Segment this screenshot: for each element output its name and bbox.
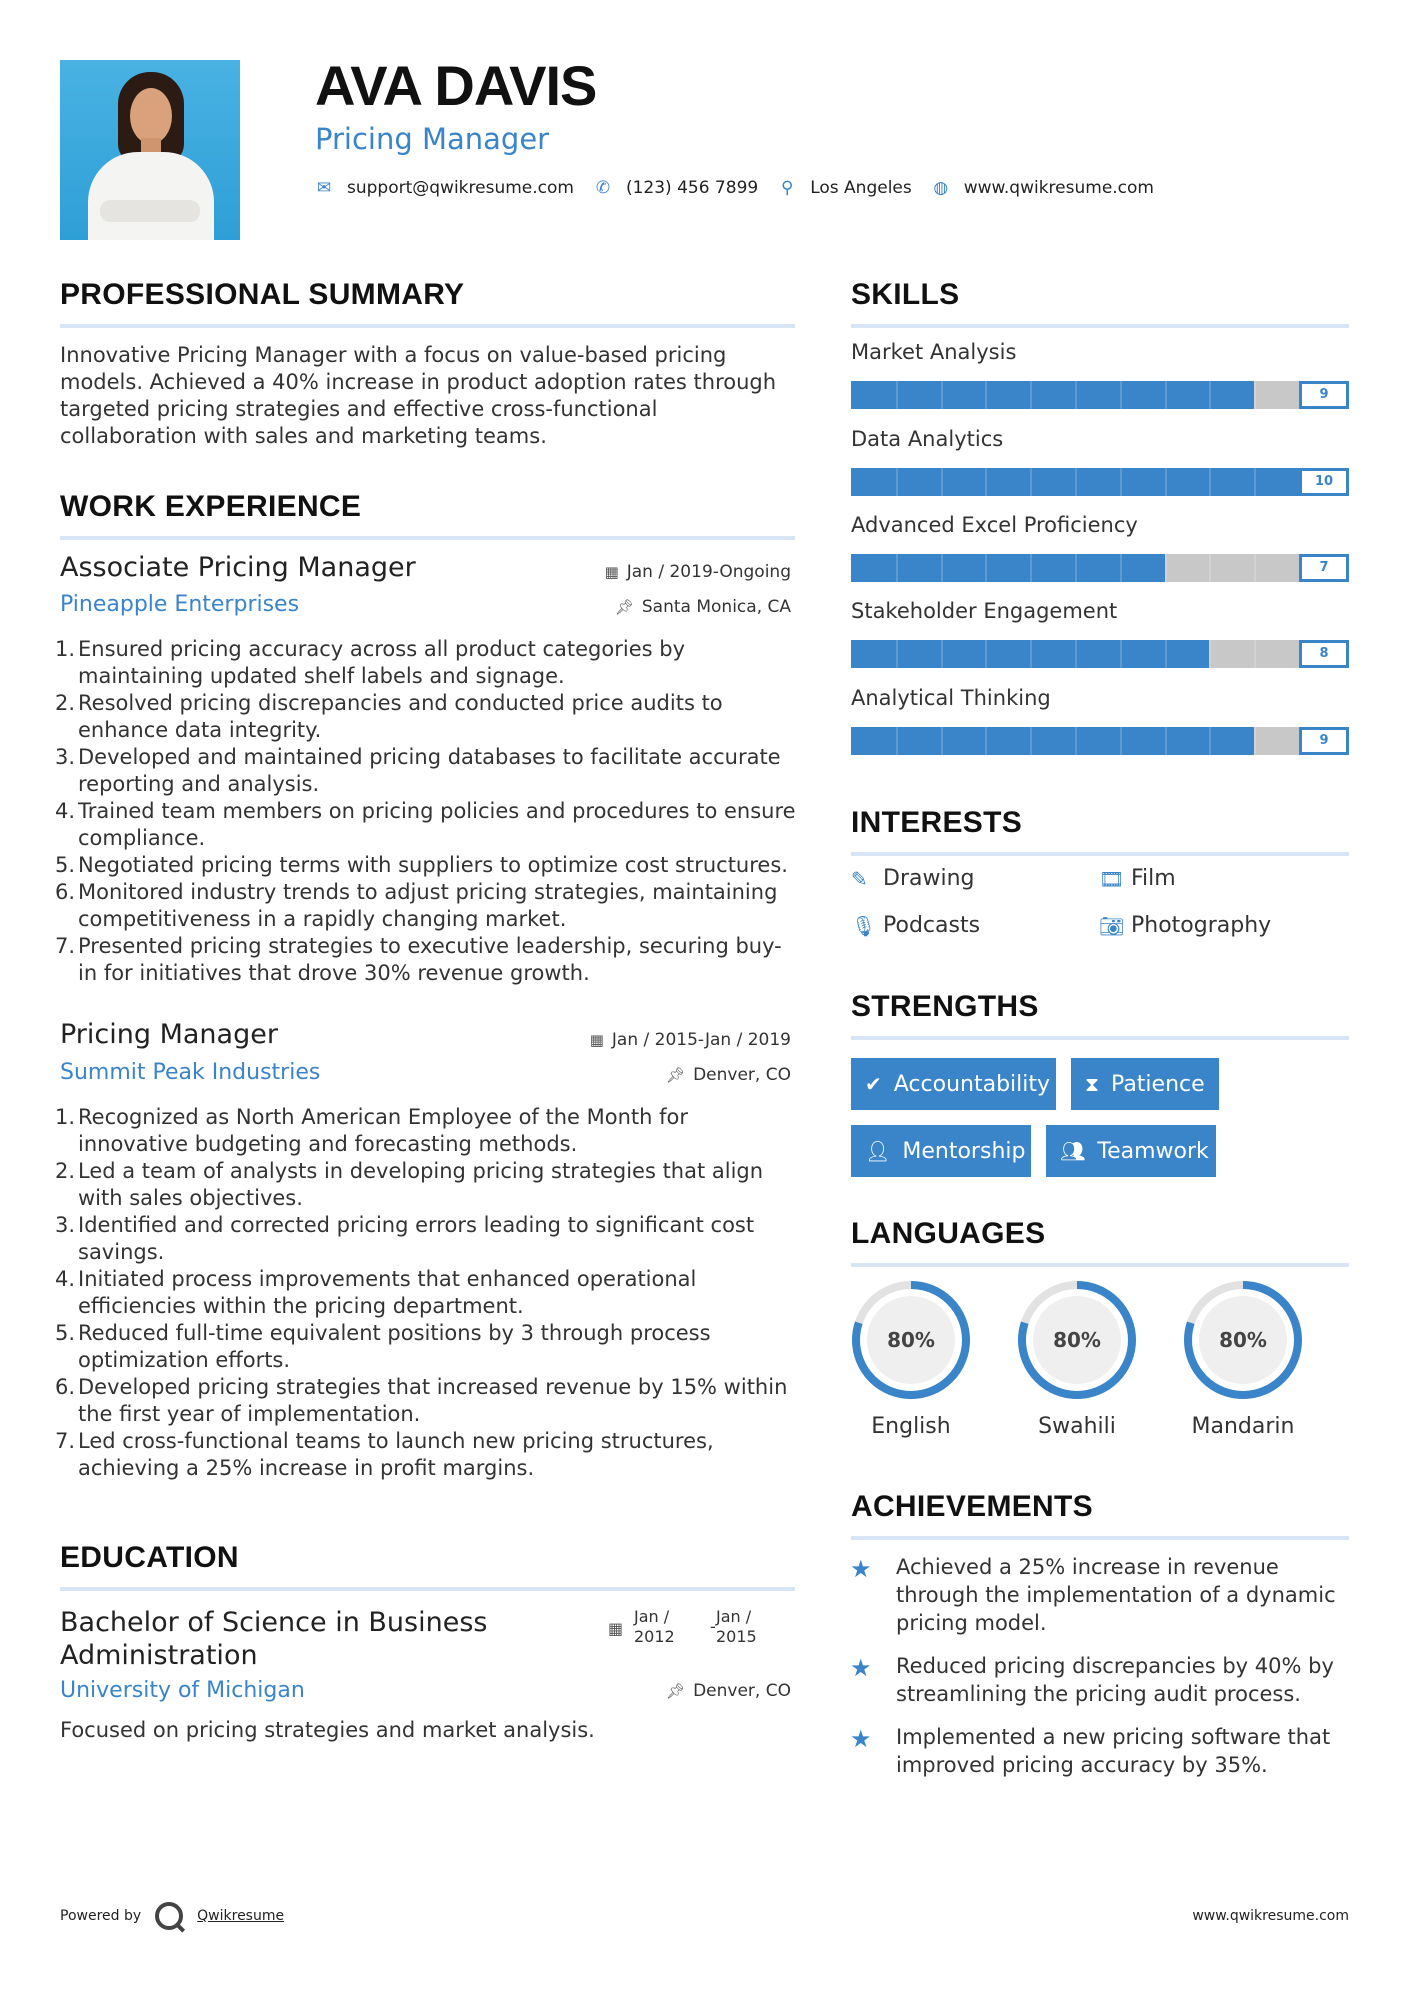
film-icon: 🎞︎	[1099, 866, 1125, 891]
job-dates-text: Jan / 2015-Jan / 2019	[611, 1030, 791, 1050]
strength-patience	[1071, 1058, 1219, 1110]
hourglass-icon: ⧗	[1085, 1072, 1100, 1096]
phone-icon: ✆	[595, 178, 611, 198]
globe-icon: ◍	[933, 178, 949, 198]
strength-label: Patience	[1111, 1071, 1205, 1097]
job-bullet: 6. Developed pricing strategies that increased revenue by 15% within the first year of implementation.	[55, 1375, 788, 1426]
language-name: Swahili	[1038, 1414, 1116, 1439]
achievements-heading: ACHIEVEMENTS	[851, 1490, 1093, 1523]
education-section	[60, 1543, 795, 1591]
contact-location	[778, 178, 912, 198]
candidate-name: AVA DAVIS	[315, 54, 597, 117]
star-icon: ★	[850, 1654, 872, 1682]
job-dates	[605, 562, 791, 582]
achievements-section	[851, 1492, 1349, 1540]
skill-fill	[851, 381, 1254, 409]
interest-label: Film	[1131, 866, 1176, 891]
brand-link[interactable]: Qwikresume	[197, 1908, 285, 1924]
languages-heading: LANGUAGES	[851, 1217, 1046, 1250]
job-bullet-list	[55, 636, 800, 987]
skill-value: 7	[1299, 554, 1349, 582]
achievement-item	[850, 1652, 1350, 1708]
section-divider	[851, 852, 1349, 856]
envelope-icon: ✉	[316, 178, 332, 198]
achievement-text: Implemented a new pricing software that improved pricing accuracy by 35%.	[896, 1725, 1331, 1777]
job-bullet: 6. Monitored industry trends to adjust pricing strategies, maintaining competitiveness in a rapidly changing market.	[55, 880, 778, 931]
education-description: Focused on pricing strategies and market analysis.	[60, 1718, 595, 1742]
job-title: Pricing Manager	[60, 1019, 278, 1050]
pencil-icon: ✎	[851, 866, 868, 891]
section-divider	[60, 1587, 795, 1591]
skill-fill	[851, 727, 1254, 755]
contact-phone[interactable]	[594, 178, 758, 198]
edu-start-year: 2012	[634, 1627, 675, 1646]
job-bullet: 4. Initiated process improvements that enhanced operational efficiencies within the pricing department.	[55, 1267, 697, 1318]
skill-label: Analytical Thinking	[851, 686, 1051, 710]
job-location-text: Denver, CO	[693, 1065, 791, 1085]
user-plus-icon: 👤︎	[865, 1139, 891, 1163]
degree-line-2: Administration	[60, 1640, 258, 1671]
languages-section	[851, 1219, 1349, 1267]
calendar-icon: ▦	[604, 563, 619, 581]
language-percent: 80%	[887, 1328, 935, 1352]
job-location-text: Santa Monica, CA	[641, 597, 791, 617]
interest-label: Podcasts	[883, 913, 981, 938]
website-text: www.qwikresume.com	[963, 178, 1154, 198]
skills-heading: SKILLS	[851, 278, 960, 311]
pin-icon: 📌︎	[666, 1682, 686, 1700]
skills-section	[851, 280, 1349, 328]
language-name: Mandarin	[1191, 1414, 1295, 1439]
qwikresume-logo-icon	[155, 1902, 183, 1930]
job-bullet: 7. Presented pricing strategies to executive leadership, securing buy-in for initiatives that drove 30% revenue growth.	[55, 934, 782, 985]
school-name: University of Michigan	[60, 1678, 305, 1703]
language-percent: 80%	[1219, 1328, 1267, 1352]
skill-label: Market Analysis	[851, 340, 1017, 364]
contact-email[interactable]	[315, 178, 574, 198]
location-text: Los Angeles	[810, 178, 912, 198]
footer-website[interactable]: www.qwikresume.com	[1192, 1908, 1349, 1924]
job-bullet-list	[55, 1104, 800, 1482]
education-location	[666, 1681, 791, 1701]
achievement-text: Achieved a 25% increase in revenue through the implementation of a dynamic pricing model.	[896, 1555, 1336, 1635]
skill-bar	[851, 554, 1349, 582]
edu-end-year: 2015	[716, 1627, 757, 1646]
strength-label: Mentorship	[902, 1138, 1026, 1164]
skill-value: 8	[1299, 640, 1349, 668]
job-bullet: 1. Ensured pricing accuracy across all product categories by maintaining updated shelf labels and signage.	[55, 637, 686, 688]
skill-fill	[851, 554, 1165, 582]
strength-accountability	[851, 1058, 1056, 1110]
job-bullet: 2. Led a team of analysts in developing pricing strategies that align with sales objectives.	[55, 1159, 764, 1210]
skill-value: 9	[1299, 381, 1349, 409]
job-company: Summit Peak Industries	[60, 1060, 321, 1085]
job-bullet: 5. Reduced full-time equivalent positions by 3 through process optimization efforts.	[55, 1321, 711, 1372]
skill-value: 9	[1299, 727, 1349, 755]
job-bullet: 4. Trained team members on pricing policies and procedures to ensure compliance.	[55, 799, 796, 850]
interest-film	[1099, 866, 1176, 891]
powered-by-text: Powered by	[60, 1908, 142, 1924]
job-bullet: 2. Resolved pricing discrepancies and conducted price audits to enhance data integrity.	[55, 691, 723, 742]
strength-teamwork	[1046, 1125, 1216, 1177]
footer-powered-by	[60, 1902, 284, 1930]
interest-label: Drawing	[883, 866, 975, 891]
interest-drawing	[851, 866, 974, 891]
language-name: English	[871, 1414, 951, 1439]
edu-end-month: Jan /	[716, 1607, 752, 1626]
strength-label: Accountability	[893, 1071, 1051, 1097]
achievement-text: Reduced pricing discrepancies by 40% by streamlining the pricing audit process.	[896, 1654, 1334, 1706]
language-percent: 80%	[1053, 1328, 1101, 1352]
map-pin-icon: ⚲	[780, 178, 794, 198]
contact-bar	[315, 178, 1174, 198]
skill-label: Data Analytics	[851, 427, 1004, 451]
calendar-icon: ▦	[589, 1031, 604, 1049]
job-dates-text: Jan / 2019-Ongoing	[626, 562, 791, 582]
strengths-heading: STRENGTHS	[851, 990, 1039, 1023]
job-company: Pineapple Enterprises	[60, 592, 300, 617]
section-divider	[60, 324, 795, 328]
work-heading: WORK EXPERIENCE	[60, 490, 362, 523]
job-location	[615, 597, 791, 617]
section-divider	[851, 1536, 1349, 1540]
interest-photography	[1099, 913, 1271, 938]
section-divider	[60, 536, 795, 540]
strength-mentorship	[851, 1125, 1031, 1177]
job-bullet: 1. Recognized as North American Employee of the Month for innovative budgeting and forecasting methods.	[55, 1105, 688, 1156]
users-icon: 👥︎	[1060, 1139, 1086, 1163]
skill-fill	[851, 468, 1349, 496]
skill-value: 10	[1299, 468, 1349, 496]
skill-bar	[851, 468, 1349, 496]
education-heading: EDUCATION	[60, 1541, 239, 1574]
work-section	[60, 492, 795, 540]
camera-icon: 📷︎	[1099, 913, 1125, 938]
achievement-item	[850, 1723, 1350, 1779]
phone-text: (123) 456 7899	[625, 178, 759, 198]
edu-date-dash: -	[710, 1617, 716, 1636]
skill-label: Advanced Excel Proficiency	[851, 513, 1138, 537]
skill-bar	[851, 640, 1349, 668]
degree-line-1: Bachelor of Science in Business	[60, 1607, 488, 1638]
star-icon: ★	[850, 1555, 872, 1583]
section-divider	[851, 1263, 1349, 1267]
job-bullet: 3. Identified and corrected pricing errors leading to significant cost savings.	[55, 1213, 755, 1264]
degree-title	[60, 1606, 487, 1672]
check-circle-icon: ✔	[865, 1072, 882, 1096]
interests-heading: INTERESTS	[851, 806, 1023, 839]
candidate-role: Pricing Manager	[315, 122, 550, 156]
contact-website[interactable]	[932, 178, 1154, 198]
profile-photo	[60, 60, 240, 240]
skill-bar	[851, 727, 1349, 755]
section-divider	[851, 324, 1349, 328]
pin-icon: 📌︎	[614, 598, 634, 616]
summary-text: Innovative Pricing Manager with a focus on value-based pricing models. Achieved a 40% increase in product adoption rates through targeted pricing strategies and effective cross-functional collaboration with sales and marketing teams.	[60, 343, 777, 448]
calendar-icon: ▦	[608, 1619, 624, 1638]
section-divider	[851, 1036, 1349, 1040]
job-location	[666, 1065, 791, 1085]
summary-heading: PROFESSIONAL SUMMARY	[60, 278, 465, 311]
achievement-item	[850, 1553, 1350, 1637]
summary-section	[60, 280, 795, 328]
job-title: Associate Pricing Manager	[60, 552, 416, 583]
email-text: support@qwikresume.com	[347, 178, 574, 198]
interests-section	[851, 808, 1349, 856]
skill-label: Stakeholder Engagement	[851, 599, 1118, 623]
job-bullet: 7. Led cross-functional teams to launch new pricing structures, achieving a 25% increase in profit margins.	[55, 1429, 714, 1480]
job-bullet: 3. Developed and maintained pricing databases to facilitate accurate reporting and analysis.	[55, 745, 781, 796]
interest-podcasts	[851, 913, 980, 938]
strength-label: Teamwork	[1097, 1138, 1209, 1164]
skill-bar	[851, 381, 1349, 409]
strengths-section	[851, 992, 1349, 1040]
job-bullet: 5. Negotiated pricing terms with suppliers to optimize cost structures.	[55, 853, 788, 877]
microphone-icon: 🎙︎	[851, 913, 877, 938]
pin-icon: 📌︎	[666, 1066, 686, 1084]
job-dates	[590, 1030, 791, 1050]
edu-start-month: Jan /	[634, 1607, 670, 1626]
star-icon: ★	[850, 1725, 872, 1753]
edu-location-text: Denver, CO	[693, 1681, 791, 1701]
interest-label: Photography	[1131, 913, 1272, 938]
